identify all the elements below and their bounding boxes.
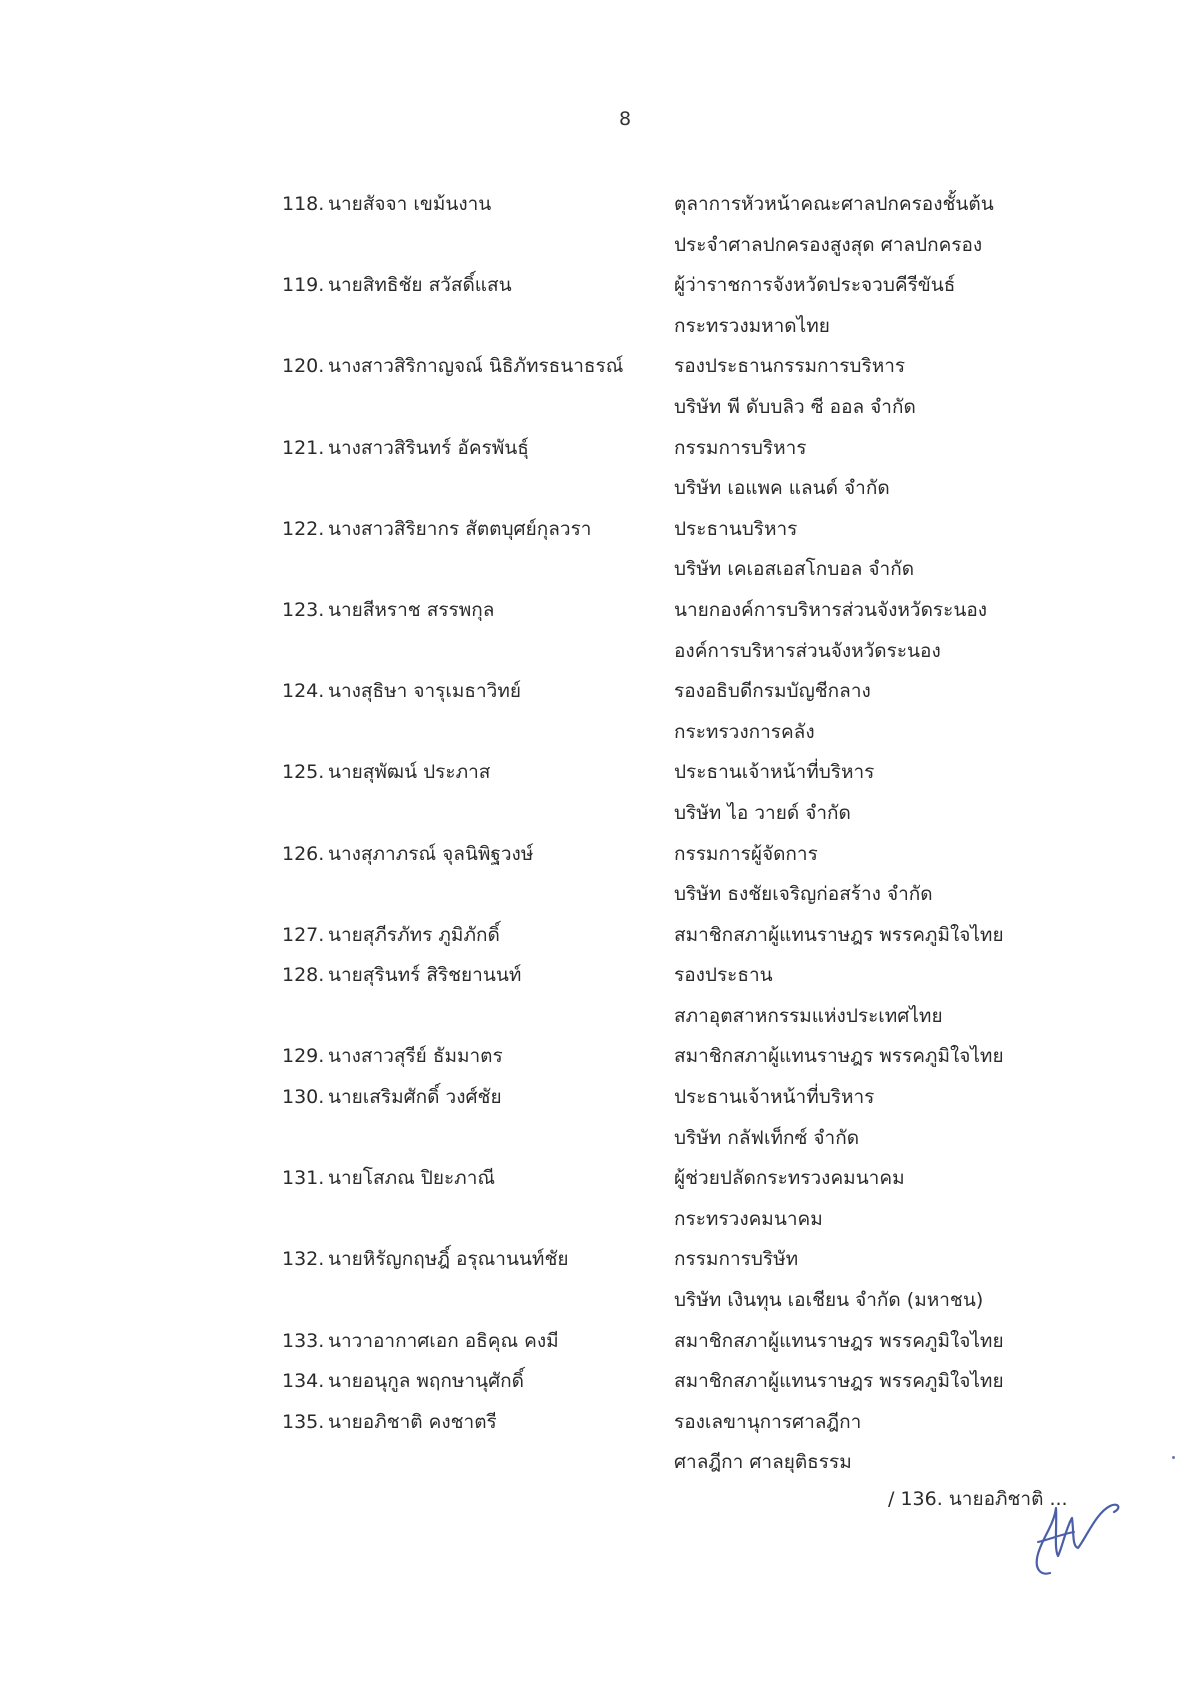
entry-position: สมาชิกสภาผู้แทนราษฎร พรรคภูมิใจไทย: [674, 1045, 1004, 1068]
entry-continuation-line: [0, 1118, 1200, 1159]
appointee-entry: [0, 671, 1200, 752]
appointee-entry: [0, 955, 1200, 1036]
entry-number: 124.: [282, 680, 325, 703]
ink-dot: [1172, 1456, 1175, 1459]
entry-person-name: นายอนุกูล พฤกษานุศักดิ์: [328, 1370, 524, 1393]
entry-position: ตุลาการหัวหน้าคณะศาลปกครองชั้นต้น: [674, 193, 994, 215]
appointee-entry: [0, 346, 1200, 427]
entry-number: 128.: [282, 964, 325, 987]
entry-position: รองประธานกรรมการบริหาร: [674, 355, 906, 378]
entry-number: 133.: [282, 1329, 325, 1352]
entry-person-name: นายหิรัญกฤษฎิ์ อรุณานนท์ชัย: [328, 1248, 569, 1271]
entry-person-name: นายโสภณ ปิยะภาณี: [328, 1167, 496, 1190]
entry-person-name: นายเสริมศักดิ์ วงศ์ชัย: [328, 1086, 502, 1109]
entry-first-line: [0, 1077, 1200, 1118]
entry-continuation-line: [0, 225, 1200, 266]
entry-person-name: นาวาอากาศเอก อธิคุณ คงมี: [328, 1329, 559, 1352]
entry-continuation-line: [0, 1199, 1200, 1240]
entry-organization: บริษัท พี ดับบลิว ซี ออล จำกัด: [674, 395, 916, 418]
entry-person-name: นายสุพัฒน์ ประภาส: [328, 761, 491, 784]
entry-continuation-line: [0, 1442, 1200, 1483]
entry-position: กรรมการผู้จัดการ: [674, 842, 818, 865]
entry-person-name: นายสุรินทร์ สิริชยานนท์: [328, 964, 522, 987]
entry-first-line: [0, 834, 1200, 875]
entry-organization: กระทรวงคมนาคม: [674, 1207, 823, 1230]
entry-first-line: [0, 1036, 1200, 1077]
appointee-entry: [0, 1158, 1200, 1239]
appointee-entry: [0, 590, 1200, 671]
entry-number: 119.: [282, 274, 325, 297]
entry-person-name: นางสุธิษา จารุเมธาวิทย์: [328, 680, 521, 703]
entry-continuation-line: [0, 712, 1200, 753]
entry-position: สมาชิกสภาผู้แทนราษฎร พรรคภูมิใจไทย: [674, 923, 1004, 946]
entry-person-name: นางสาวสิริกาญจณ์ นิธิภัทรธนาธรณ์: [328, 355, 624, 378]
entry-person-name: นายอภิชาติ คงชาตรี: [328, 1410, 497, 1433]
entry-organization: บริษัท เงินทุน เอเชียน จำกัด (มหาชน): [674, 1289, 984, 1312]
entry-first-line: [0, 1239, 1200, 1280]
entry-first-line: [0, 1361, 1200, 1402]
entry-number: 118.: [282, 193, 325, 215]
entry-number: 121.: [282, 436, 325, 459]
entry-continuation-line: [0, 631, 1200, 672]
appointee-entry: [0, 184, 1200, 265]
entry-continuation-line: [0, 387, 1200, 428]
appointee-entry: [0, 834, 1200, 915]
page-number: 8: [618, 108, 632, 130]
entry-first-line: [0, 752, 1200, 793]
entry-first-line: [0, 1321, 1200, 1362]
appointee-entry: [0, 265, 1200, 346]
entry-first-line: [0, 915, 1200, 956]
entry-organization: บริษัท เอแพค แลนด์ จำกัด: [674, 477, 890, 500]
entry-organization: บริษัท ไอ วายด์ จำกัด: [674, 801, 851, 824]
entry-first-line: [0, 346, 1200, 387]
entry-number: 131.: [282, 1167, 325, 1190]
entry-person-name: นายสิทธิชัย สวัสดิ์แสน: [328, 274, 512, 297]
entry-continuation-line: [0, 468, 1200, 509]
entry-number: 122.: [282, 517, 325, 540]
entry-position: ประธานบริหาร: [674, 517, 798, 540]
entry-first-line: [0, 1158, 1200, 1199]
entry-person-name: นายสุภีรภัทร ภูมิภักดิ์: [328, 923, 500, 946]
entry-organization: บริษัท กลัฟเท็กซ์ จำกัด: [674, 1126, 860, 1149]
entry-number: 126.: [282, 842, 325, 865]
entry-first-line: [0, 428, 1200, 469]
entry-organization: ประจำศาลปกครองสูงสุด ศาลปกครอง: [674, 233, 983, 256]
entry-position: รองอธิบดีกรมบัญชีกลาง: [674, 680, 871, 703]
entry-organization: กระทรวงการคลัง: [674, 720, 815, 743]
entry-organization: สภาอุตสาหกรรมแห่งประเทศไทย: [674, 1004, 943, 1027]
entry-position: กรรมการบริหาร: [674, 436, 807, 459]
entry-organization: บริษัท เคเอสเอสโกบอล จำกัด: [674, 558, 915, 581]
entry-person-name: นายสัจจา เขม้นงาน: [328, 193, 492, 215]
entry-position: รองเลขานุการศาลฎีกา: [674, 1410, 862, 1433]
appointee-entry: [0, 1239, 1200, 1320]
entry-position: สมาชิกสภาผู้แทนราษฎร พรรคภูมิใจไทย: [674, 1329, 1004, 1352]
entry-first-line: [0, 671, 1200, 712]
entry-person-name: นางสุภาภรณ์ จุลนิพิฐวงษ์: [328, 842, 534, 865]
appointee-entry: [0, 1321, 1200, 1362]
entry-first-line: [0, 265, 1200, 306]
entry-position: ผู้ว่าราชการจังหวัดประจวบคีรีขันธ์: [674, 274, 956, 297]
entry-position: กรรมการบริษัท: [674, 1248, 799, 1271]
entry-position: รองประธาน: [674, 964, 773, 987]
entry-number: 127.: [282, 923, 325, 946]
appointee-entry: [0, 1402, 1200, 1483]
entry-continuation-line: [0, 996, 1200, 1037]
entry-continuation-line: [0, 549, 1200, 590]
handwritten-signature: [1010, 1478, 1150, 1588]
appointee-entry: [0, 915, 1200, 956]
entry-position: นายกองค์การบริหารส่วนจังหวัดระนอง: [674, 598, 988, 621]
entry-number: 130.: [282, 1086, 325, 1109]
entry-position: สมาชิกสภาผู้แทนราษฎร พรรคภูมิใจไทย: [674, 1370, 1004, 1393]
entry-continuation-line: [0, 1280, 1200, 1321]
entry-number: 129.: [282, 1045, 325, 1068]
entry-organization: องค์การบริหารส่วนจังหวัดระนอง: [674, 639, 941, 662]
entry-position: ผู้ช่วยปลัดกระทรวงคมนาคม: [674, 1167, 905, 1190]
entry-position: ประธานเจ้าหน้าที่บริหาร: [674, 1086, 875, 1109]
entry-number: 132.: [282, 1248, 325, 1271]
entry-number: 120.: [282, 355, 325, 378]
entry-person-name: นางสาวสิริยากร สัตตบุศย์กุลวรา: [328, 517, 592, 540]
entry-number: 134.: [282, 1370, 325, 1393]
entry-person-name: นางสาวสุรีย์ ธัมมาตร: [328, 1045, 503, 1068]
entry-number: 125.: [282, 761, 325, 784]
entry-person-name: นางสาวสิรินทร์ อัครพันธุ์: [328, 436, 529, 459]
entry-position: ประธานเจ้าหน้าที่บริหาร: [674, 761, 875, 784]
entry-organization: กระทรวงมหาดไทย: [674, 314, 830, 337]
appointee-entry: [0, 428, 1200, 509]
appointee-entry: [0, 509, 1200, 590]
entry-first-line: [0, 955, 1200, 996]
appointee-entry: [0, 752, 1200, 833]
entry-number: 123.: [282, 598, 325, 621]
entry-continuation-line: [0, 874, 1200, 915]
entry-first-line: [0, 509, 1200, 550]
appointee-entry: [0, 1036, 1200, 1077]
entry-organization: ศาลฎีกา ศาลยุติธรรม: [674, 1451, 852, 1474]
entry-continuation-line: [0, 306, 1200, 347]
entry-continuation-line: [0, 793, 1200, 834]
continuation-note: / 136. นายอภิชาติ ...: [888, 1488, 1068, 1510]
entry-first-line: [0, 590, 1200, 631]
entry-organization: บริษัท ธงชัยเจริญก่อสร้าง จำกัด: [674, 883, 933, 906]
entry-person-name: นายสีหราช สรรพกุล: [328, 598, 495, 621]
entry-first-line: [0, 184, 1200, 225]
appointee-entry: [0, 1077, 1200, 1158]
entry-first-line: [0, 1402, 1200, 1443]
appointee-entry: [0, 1361, 1200, 1402]
appointee-list: [0, 184, 1200, 1483]
entry-number: 135.: [282, 1410, 325, 1433]
